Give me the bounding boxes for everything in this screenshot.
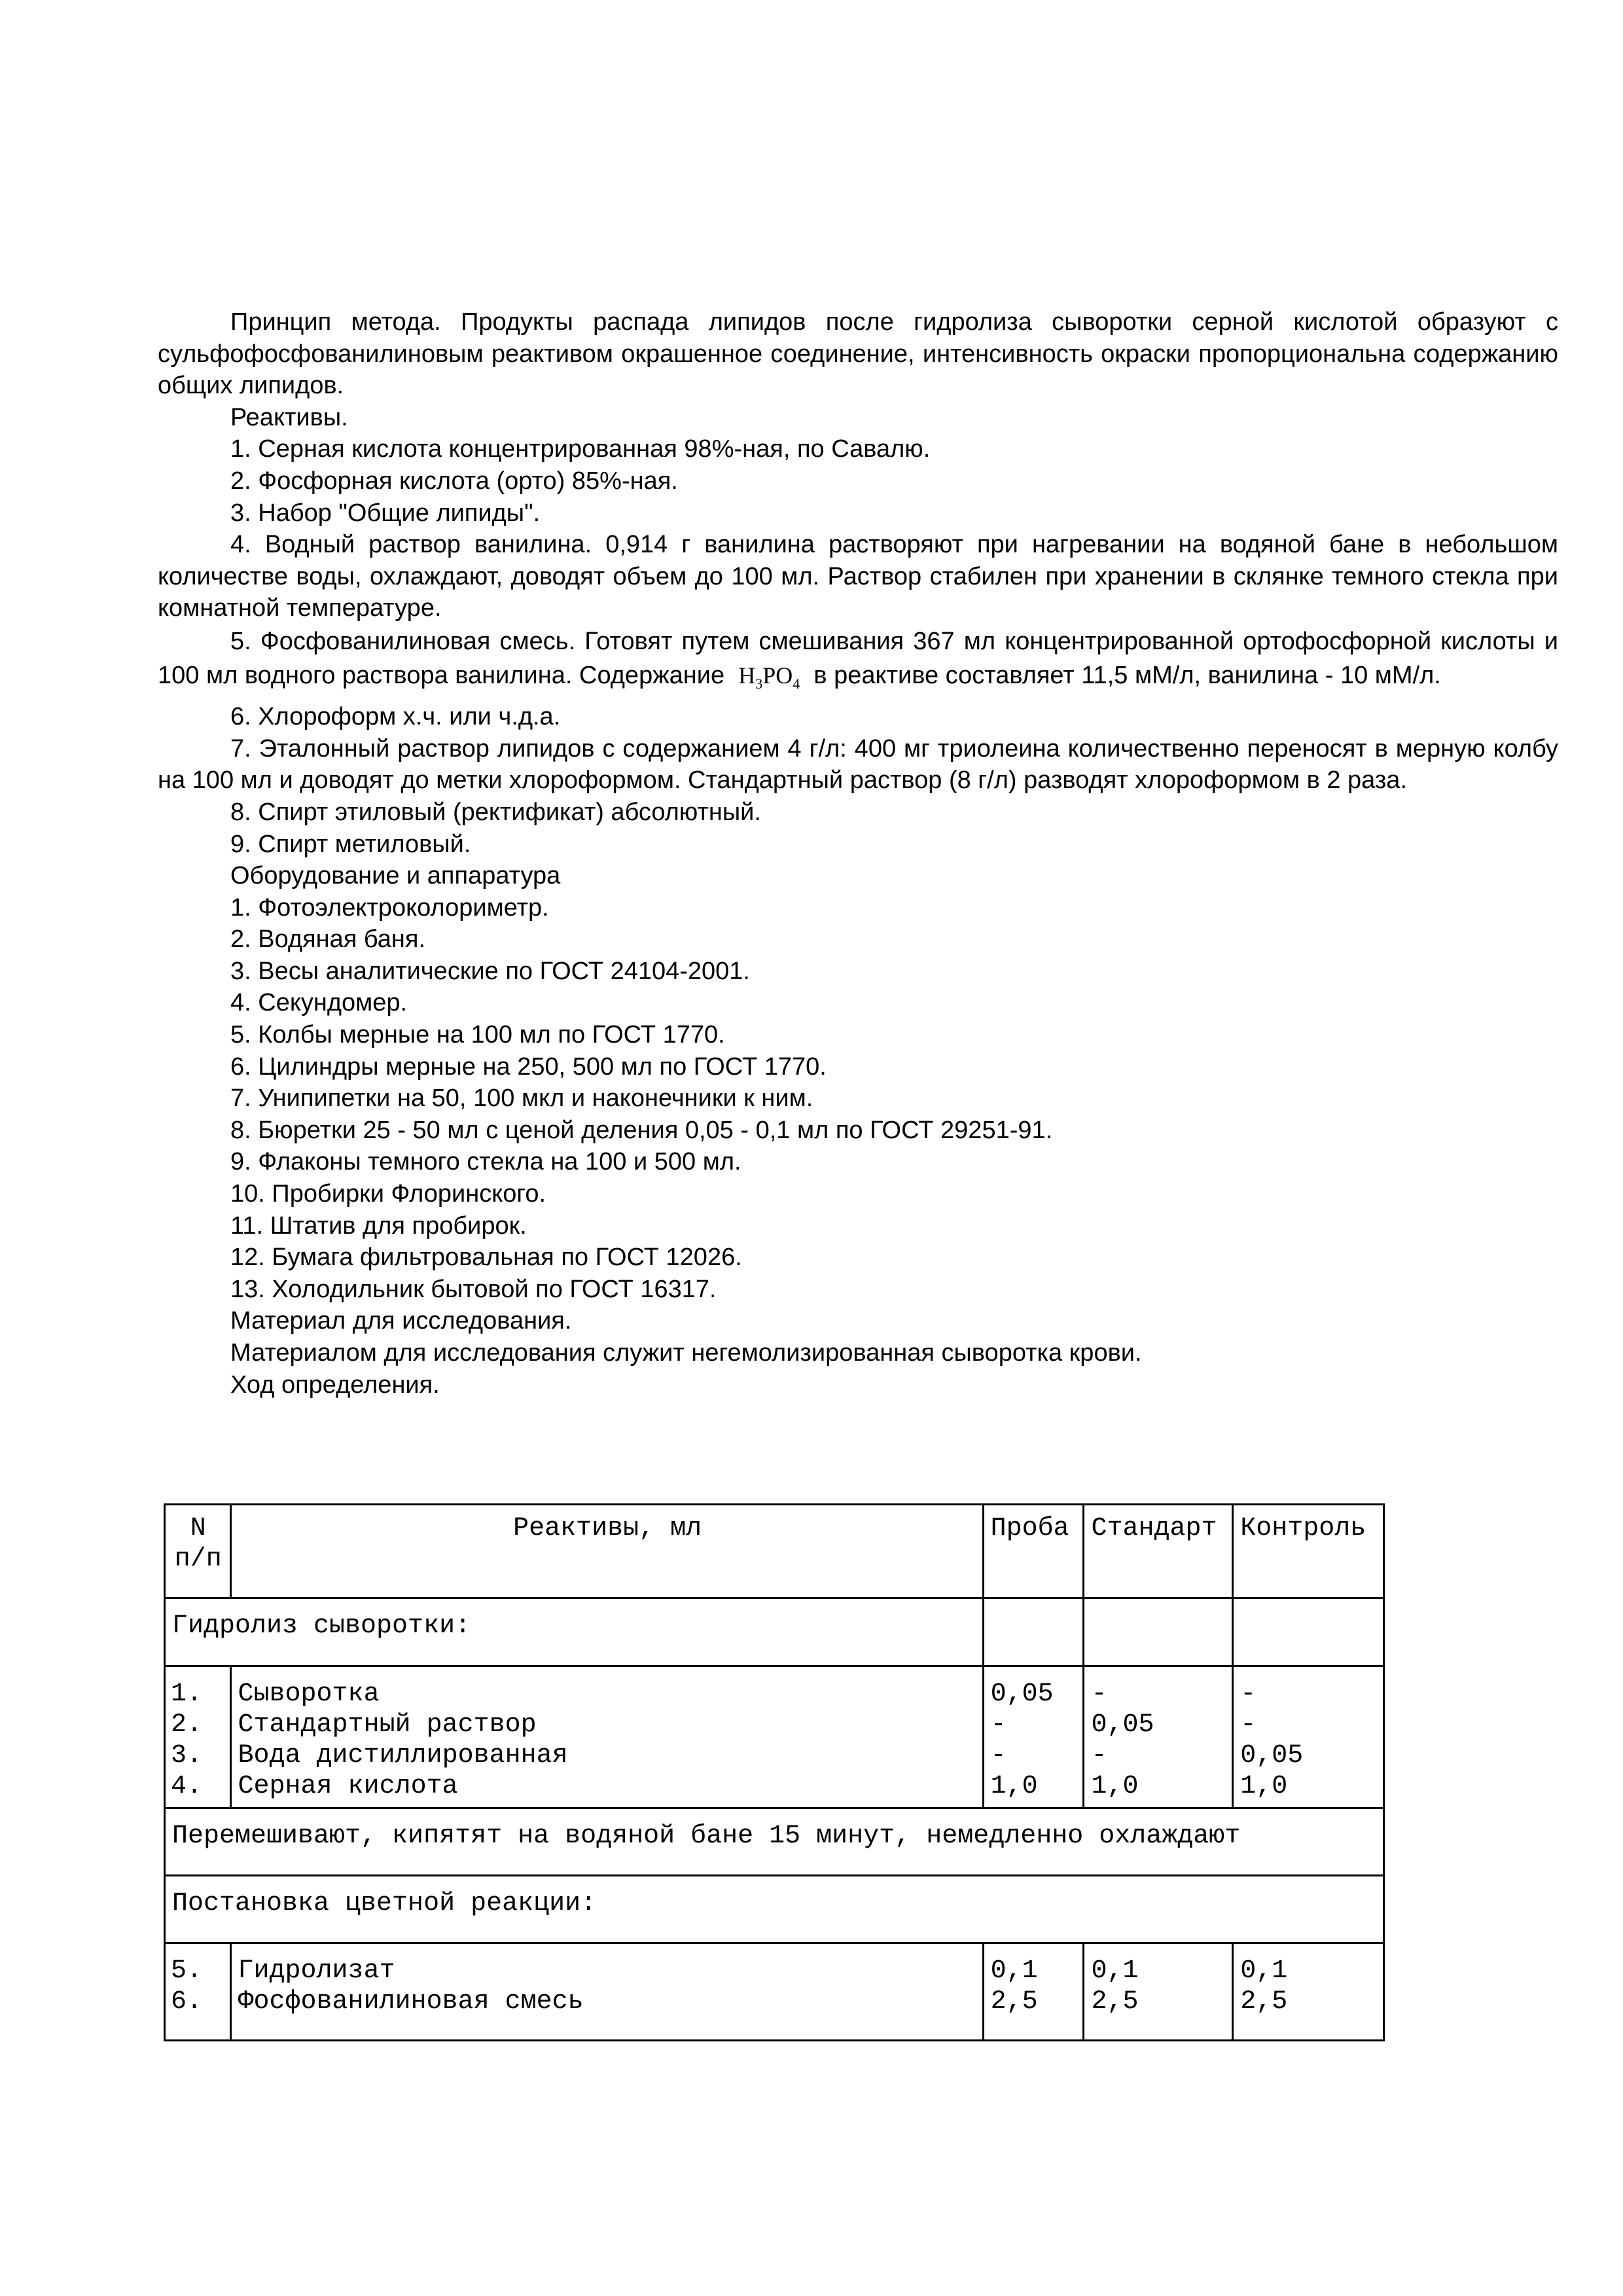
row-kontrol: 0,1 2,5 xyxy=(1233,1943,1384,2041)
table-section-row xyxy=(165,1598,1384,1666)
paragraph: 5. Колбы мерные на 100 мл по ГОСТ 1770. xyxy=(230,1021,725,1049)
paragraph: 1. Фотоэлектроколориметр. xyxy=(230,893,549,922)
row-kontrol: - - 0,05 1,0 xyxy=(1233,1666,1384,1808)
paragraph: 8. Спирт этиловый (ректификат) абсолютный. xyxy=(230,798,761,826)
paragraph: 4. Секундомер. xyxy=(230,989,408,1017)
paragraph: Материал для исследования. xyxy=(230,1307,572,1335)
empty-cell xyxy=(1233,1598,1384,1666)
note: Перемешивают, кипятят на водяной бане 15 минут, немедленно охлаждают xyxy=(165,1808,1384,1876)
row-nums: 5. 6. xyxy=(165,1943,231,2041)
paragraph: 7. Эталонный раствор липидов с содержанием 4 г/л: 400 мг триолеина количественно переносят в мерную колбу на 100 мл и доводят до метки хлороформом. Стандартный раствор (8 г/л) разводят хлороформом в 2 раза. xyxy=(158,734,1558,795)
paragraph: 13. Холодильник бытовой по ГОСТ 16317. xyxy=(230,1275,717,1303)
row-names: Гидролизат Фосфованилиновая смесь xyxy=(230,1943,983,2041)
table-note-row xyxy=(165,1808,1384,1876)
text: в реактиве составляет 11,5 мМ/л, ванилина - 10 мМ/л. xyxy=(813,661,1441,689)
row-standart: - 0,05 - 1,0 xyxy=(1084,1666,1233,1808)
paragraph: Принцип метода. Продукты распада липидов после гидролиза сыворотки серной кислотой образуют с сульфофосфованилиновым реактивом окрашенное соединение, интенсивность окраски пропорциональна содержанию общих липидов. xyxy=(158,308,1558,400)
header-kontrol: Контроль xyxy=(1233,1505,1384,1598)
table-row xyxy=(165,1666,1384,1808)
paragraph: 3. Весы аналитические по ГОСТ 24104-2001. xyxy=(230,957,750,985)
paragraph: 1. Серная кислота концентрированная 98%-ная, по Савалю. xyxy=(230,435,931,463)
paragraph: 8. Бюретки 25 - 50 мл с ценой деления 0,05 - 0,1 мл по ГОСТ 29251-91. xyxy=(230,1116,1053,1144)
paragraph: Реактивы. xyxy=(230,403,348,431)
paragraph: 3. Набор "Общие липиды". xyxy=(230,499,541,527)
paragraph: Материалом для исследования служит негемолизированная сыворотка крови. xyxy=(230,1339,1142,1367)
header-reagents: Реактивы, мл xyxy=(230,1505,983,1598)
paragraph: 10. Пробирки Флоринского. xyxy=(230,1180,546,1208)
paragraph: 7. Унипипетки на 50, 100 мкл и наконечники к ним. xyxy=(230,1085,813,1113)
row-proba: 0,05 - - 1,0 xyxy=(983,1666,1084,1808)
table-row xyxy=(165,1943,1384,2041)
paragraph: 2. Водяная баня. xyxy=(230,925,426,954)
text: 5. Фосфованилиновая смесь. Готовят путем смешивания 367 мл концентрированной ортофосфорной кислоты и 100 мл водного раствора ванилина. Содержание xyxy=(158,627,1558,689)
empty-cell xyxy=(1084,1598,1233,1666)
paragraph: 6. Хлороформ х.ч. или ч.д.а. xyxy=(230,703,561,731)
row-standart: 0,1 2,5 xyxy=(1084,1943,1233,2041)
header-proba: Проба xyxy=(983,1505,1084,1598)
section-title: Гидролиз сыворотки: xyxy=(165,1598,984,1666)
procedure-table xyxy=(164,1503,1385,2041)
table-section-row xyxy=(165,1876,1384,1943)
paragraph: 4. Водный раствор ванилина. 0,914 г ванилина растворяют при нагревании на водяной бане в небольшом количестве воды, охлаждают, доводят объем до 100 мл. Раствор стабилен при хранении в склянке темного стекла при комнатной температуре. xyxy=(158,531,1558,622)
paragraph: 9. Флаконы темного стекла на 100 и 500 мл. xyxy=(230,1148,741,1176)
paragraph-phosphovanillin xyxy=(158,624,1558,701)
empty-cell xyxy=(983,1598,1084,1666)
paragraph: Оборудование и аппаратура xyxy=(230,862,561,890)
row-names: Сыворотка Стандартный раствор Вода дистиллированная Серная кислота xyxy=(230,1666,983,1808)
header-num: N п/п xyxy=(165,1505,231,1598)
row-proba: 0,1 2,5 xyxy=(983,1943,1084,2041)
paragraph: 12. Бумага фильтровальная по ГОСТ 12026. xyxy=(230,1244,742,1272)
paragraph: 2. Фосфорная кислота (орто) 85%-ная. xyxy=(230,467,678,495)
header-standart: Стандарт xyxy=(1084,1505,1233,1598)
formula-h3po4: $H_3PO_4$ xyxy=(738,662,800,692)
row-nums: 1. 2. 3. 4. xyxy=(165,1666,231,1808)
paragraph: 9. Спирт метиловый. xyxy=(230,830,471,858)
section-title: Постановка цветной реакции: xyxy=(165,1876,1384,1943)
document-body xyxy=(158,306,1558,1401)
paragraph: 6. Цилиндры мерные на 250, 500 мл по ГОСТ 1770. xyxy=(230,1052,827,1081)
paragraph: 11. Штатив для пробирок. xyxy=(230,1211,527,1240)
paragraph: Ход определения. xyxy=(230,1371,440,1399)
table-header-row xyxy=(165,1505,1384,1598)
